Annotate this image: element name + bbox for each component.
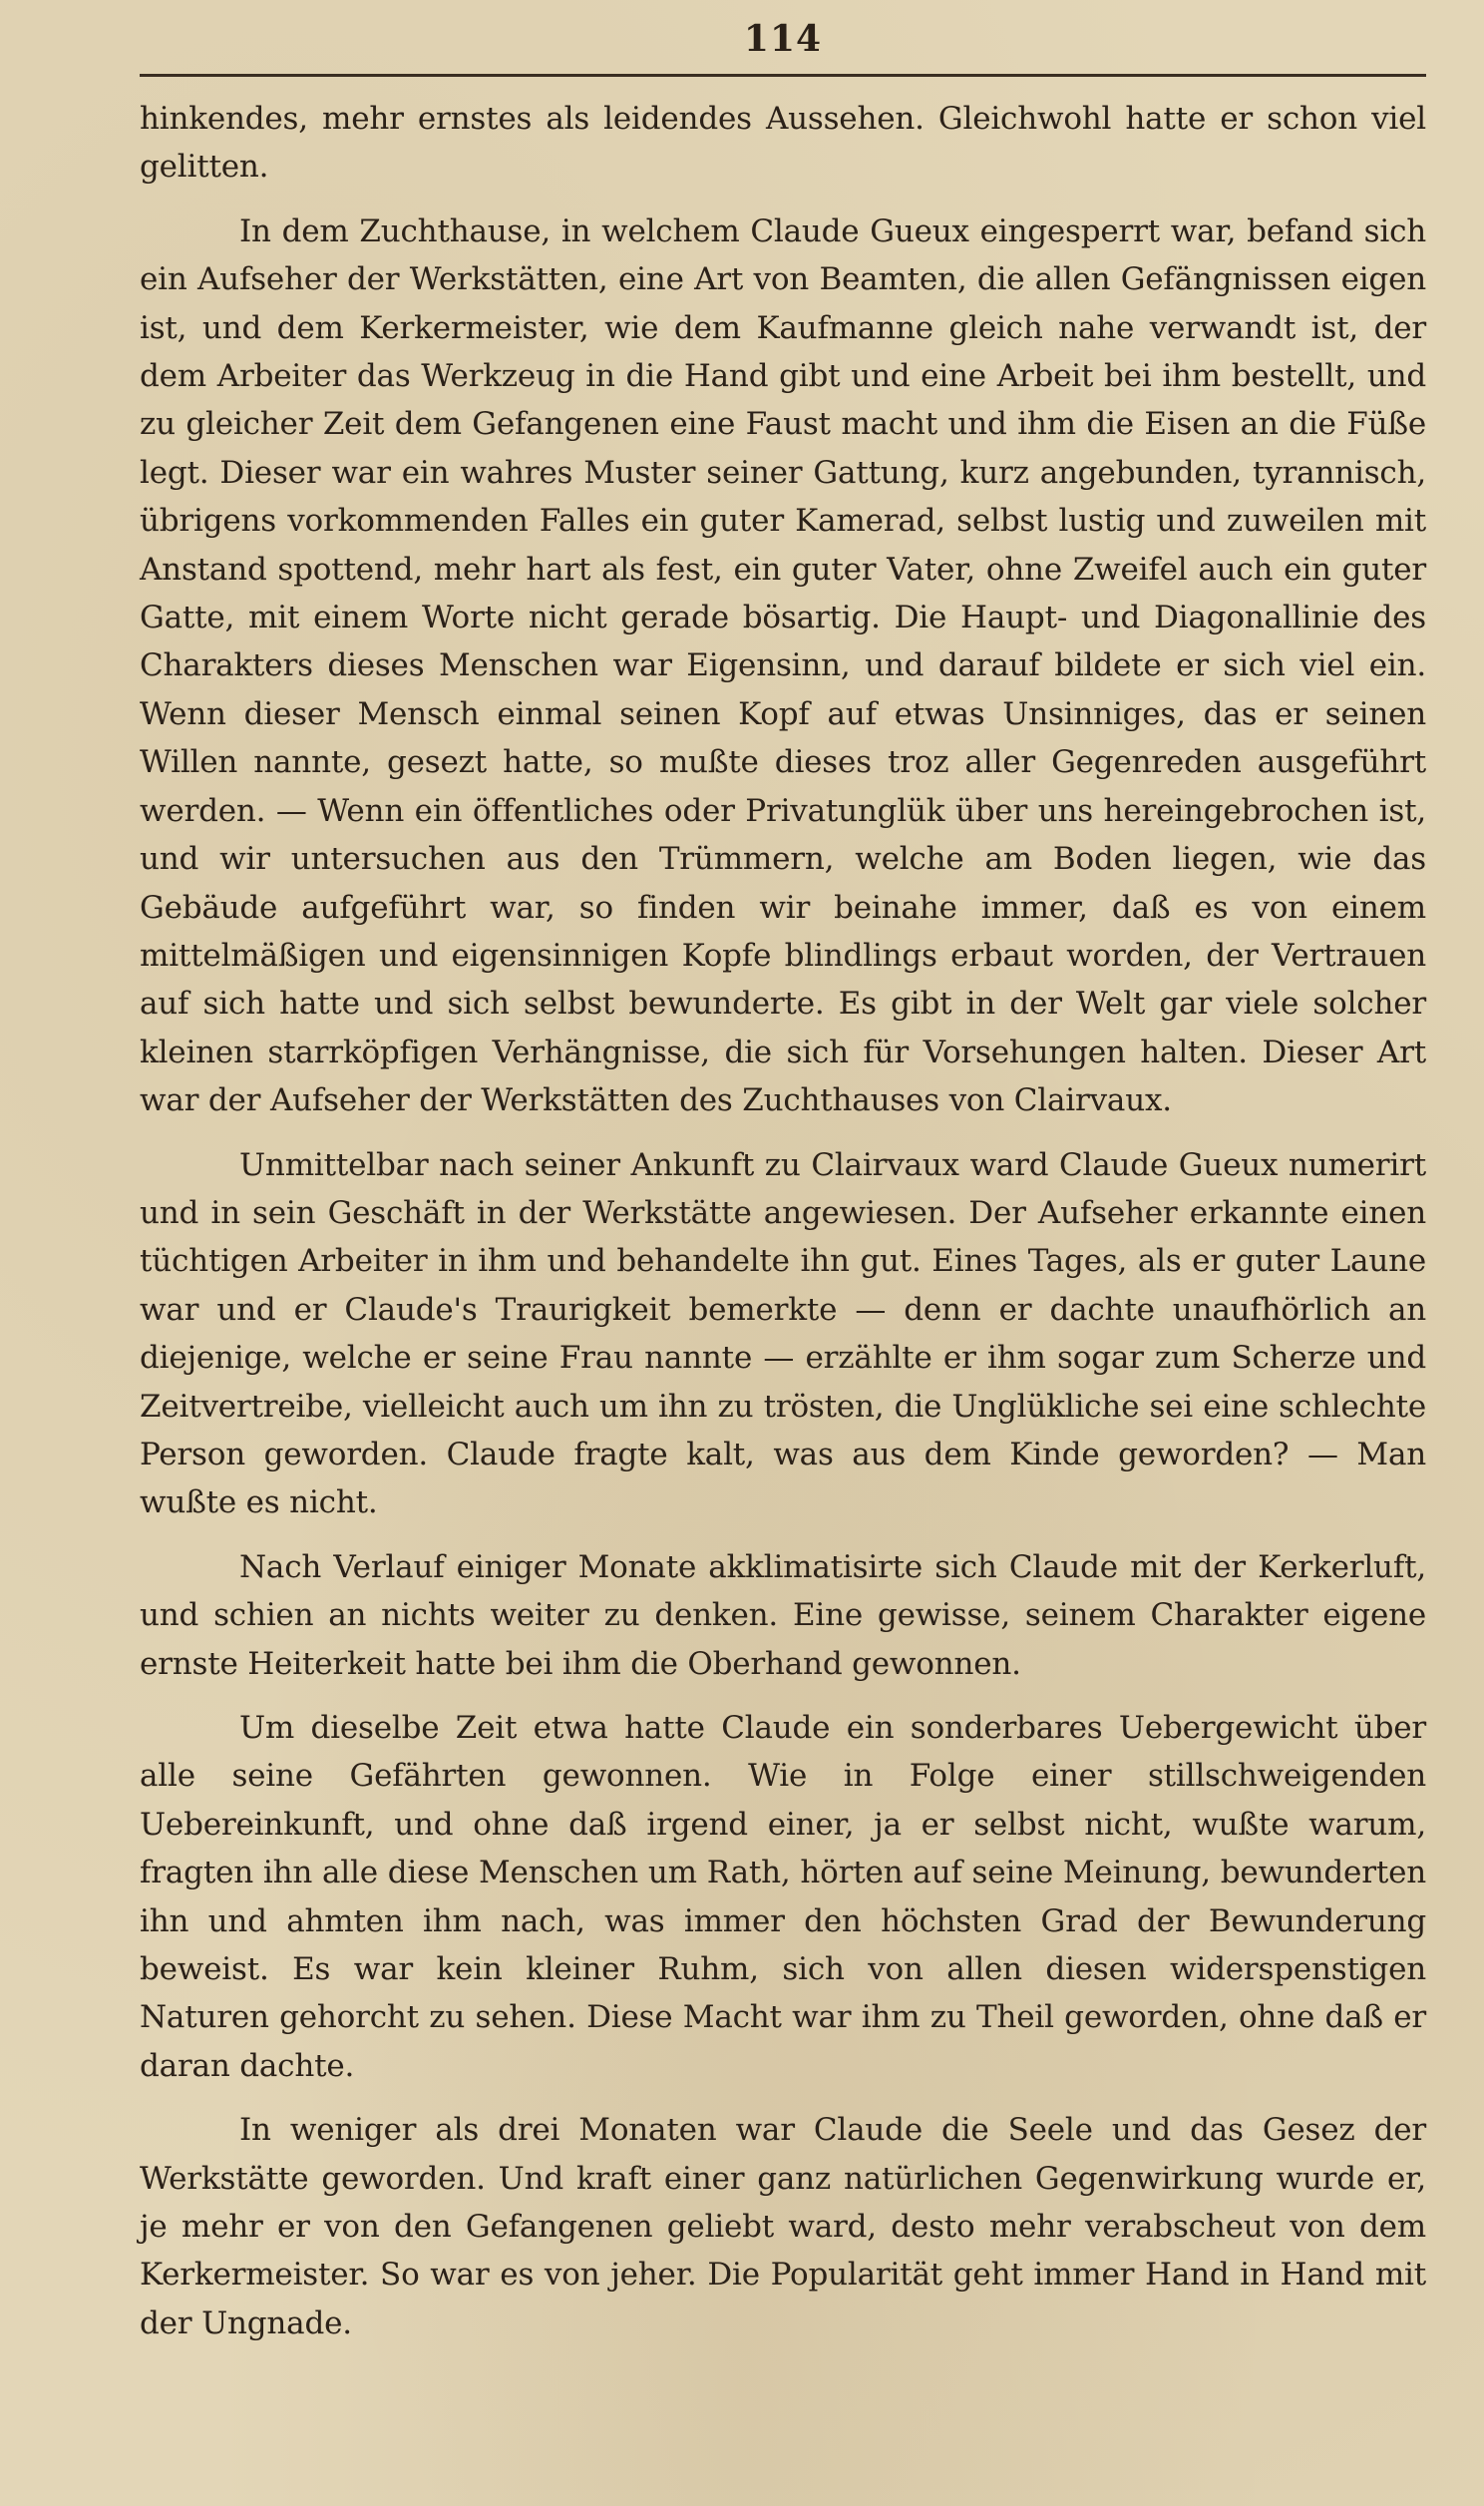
paragraph: hinkendes, mehr ernstes als leidendes Aussehen. Gleichwohl hatte er schon viel gelitten.: [140, 101, 1426, 186]
paragraph: Um dieselbe Zeit etwa hatte Claude ein sonderbares Uebergewicht über alle seine Gefährten gewonnen. Wie in Folge einer stillschweigenden Uebereinkunft, und ohne daß irgend einer, ja er selbst nicht, wußte warum, fragten ihn alle diese Menschen um Rath, hörten auf seine Meinung, bewunderten ihn und ahmten ihm nach, was immer den höchsten Grad der Bewunderung beweist. Es war kein kleiner Ruhm, sich von allen diesen widerspenstigen Naturen gehorcht zu sehen. Diese Macht war ihm zu Theil geworden, ohne daß er daran dachte.: [140, 1710, 1426, 2084]
body-text: [140, 95, 1426, 2347]
paragraph: Unmittelbar nach seiner Ankunft zu Clairvaux ward Claude Gueux numerirt und in sein Geschäft in der Werkstätte angewiesen. Der Aufseher erkannte einen tüchtigen Arbeiter in ihm und behandelte ihn gut. Eines Tages, als er guter Laune war und er Claude's Traurigkeit bemerkte — denn er dachte unaufhörlich an diejenige, welche er seine Frau nannte — erzählte er ihm sogar zum Scherze und Zeitvertreibe, vielleicht auch um ihn zu trösten, die Unglükliche sei eine schlechte Person geworden. Claude fragte kalt, was aus dem Kinde geworden? — Man wußte es nicht.: [140, 1146, 1426, 1521]
paragraph: In weniger als drei Monaten war Claude die Seele und das Gesez der Werkstätte geworden. Und kraft einer ganz natürlichen Gegenwirkung wurde er, je mehr er von den Gefangenen geliebt ward, desto mehr verabscheut von dem Kerkermeister. So war es von jeher. Die Popularität geht immer Hand in Hand mit der Ungnade.: [140, 2112, 1426, 2341]
header-rule: [140, 74, 1426, 77]
paragraph: In dem Zuchthause, in welchem Claude Gueux eingesperrt war, befand sich ein Aufseher der Werkstätten, eine Art von Beamten, die allen Gefängnissen eigen ist, und dem Kerkermeister, wie dem Kaufmanne gleich nahe verwandt ist, der dem Arbeiter das Werkzeug in die Hand gibt und eine Arbeit bei ihm bestellt, und zu gleicher Zeit dem Gefangenen eine Faust macht und ihm die Eisen an die Füße legt. Dieser war ein wahres Muster seiner Gattung, kurz angebunden, tyrannisch, übrigens vorkommenden Falles ein guter Kamerad, selbst lustig und zuweilen mit Anstand spottend, mehr hart als fest, ein guter Vater, ohne Zweifel auch ein guter Gatte, mit einem Worte nicht gerade bösartig. Die Haupt- und Diagonallinie des Charakters dieses Menschen war Eigensinn, und darauf bildete er sich viel ein. Wenn dieser Mensch einmal seinen Kopf auf etwas Unsinniges, das er seinen Willen nannte, gesezt hatte, so mußte dieses troz aller Gegenreden ausgeführt werden. — Wenn ein öffentliches oder Privatunglük über uns hereingebrochen ist, und wir untersuchen aus den Trümmern, welche am Boden liegen, wie das Gebäude aufgeführt war, so finden wir beinahe immer, daß es von einem mittelmäßigen und eigensinnigen Kopfe blindlings erbaut worden, der Vertrauen auf sich hatte und sich selbst bewunderte. Es gibt in der Welt gar viele solcher kleinen starrköpfigen Verhängnisse, die sich für Vorsehungen halten. Dieser Art war der Aufseher der Werkstätten des Zuchthauses von Clairvaux.: [140, 212, 1426, 1119]
page-number: 114: [743, 18, 823, 60]
book-page: [140, 18, 1426, 2482]
paragraph: Nach Verlauf einiger Monate akklimatisirte sich Claude mit der Kerkerluft, und schien an nichts weiter zu denken. Eine gewisse, seinem Charakter eigene ernste Heiterkeit hatte bei ihm die Oberhand gewonnen.: [140, 1548, 1426, 1682]
